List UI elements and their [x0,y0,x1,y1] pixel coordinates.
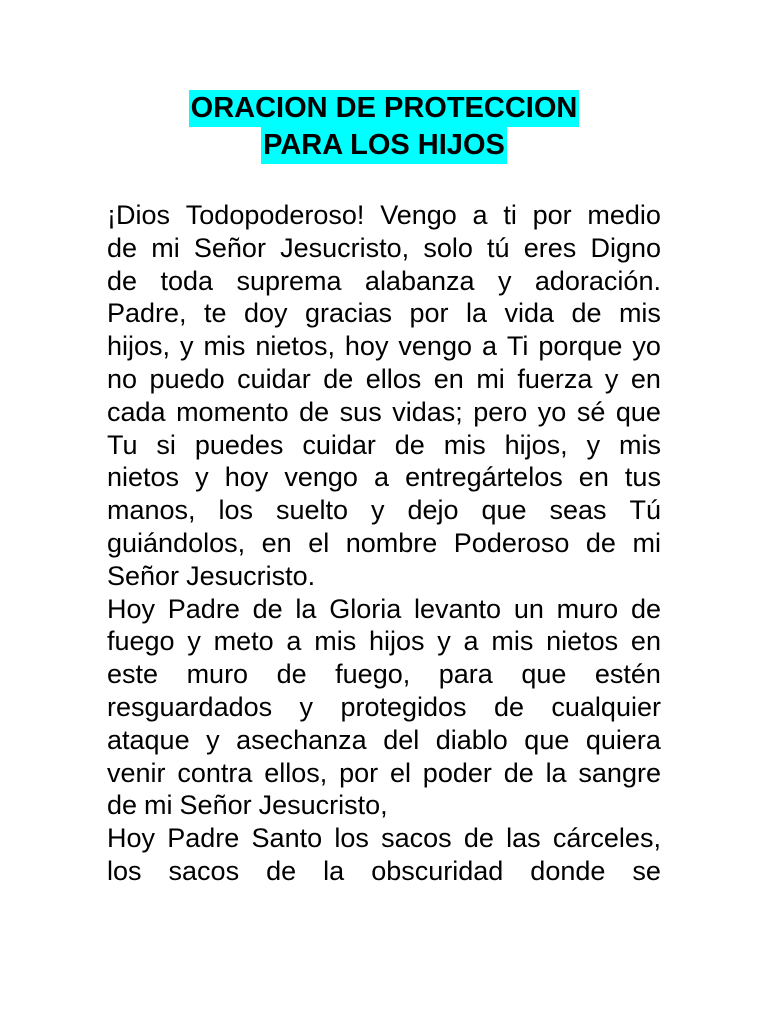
text-line: nietos y hoy vengo a entregártelos en tus [107,462,661,493]
text-line: Hoy Padre de la Gloria levanto un muro de [107,593,661,624]
text-line: manos, los suelto y dejo que seas Tú [107,495,661,526]
text-line: cada momento de sus vidas; pero yo sé que [107,396,661,427]
text-line: guiándolos, en el nombre Poderoso de mi [107,527,661,558]
text-line: resguardados y protegidos de cualquier [107,691,661,722]
title-line-1: ORACION DE PROTECCION [189,90,580,127]
text-line: ¡Dios Todopoderoso! Vengo a ti por medio [107,200,661,230]
text-line: los sacos de la obscuridad donde se [107,855,661,886]
text-line: hijos, y mis nietos, hoy vengo a Ti porque yo [107,331,661,362]
text-line: Hoy Padre Santo los sacos de las cárceles, [107,823,661,854]
text-line: de mi Señor Jesucristo, [107,790,388,821]
document-title [0,90,768,164]
text-line: no puedo cuidar de ellos en mi fuerza y en [107,363,661,394]
text-line: Padre, te doy gracias por la vida de mis [107,298,661,329]
text-line: Señor Jesucristo. [107,560,316,591]
title-line-2: PARA LOS HIJOS [261,127,507,164]
text-line: ataque y asechanza del diablo que quiera [107,724,661,755]
text-line: de mi Señor Jesucristo, solo tú eres Digno [107,232,661,263]
text-line: este muro de fuego, para que estén [107,659,661,690]
text-line: Tu si puedes cuidar de mis hijos, y mis [107,429,661,460]
text-line: de toda suprema alabanza y adoración. [107,265,661,296]
text-line: venir contra ellos, por el poder de la sangre [107,757,661,788]
text-line: fuego y meto a mis hijos y a mis nietos en [107,626,661,657]
prayer-body [107,199,661,888]
